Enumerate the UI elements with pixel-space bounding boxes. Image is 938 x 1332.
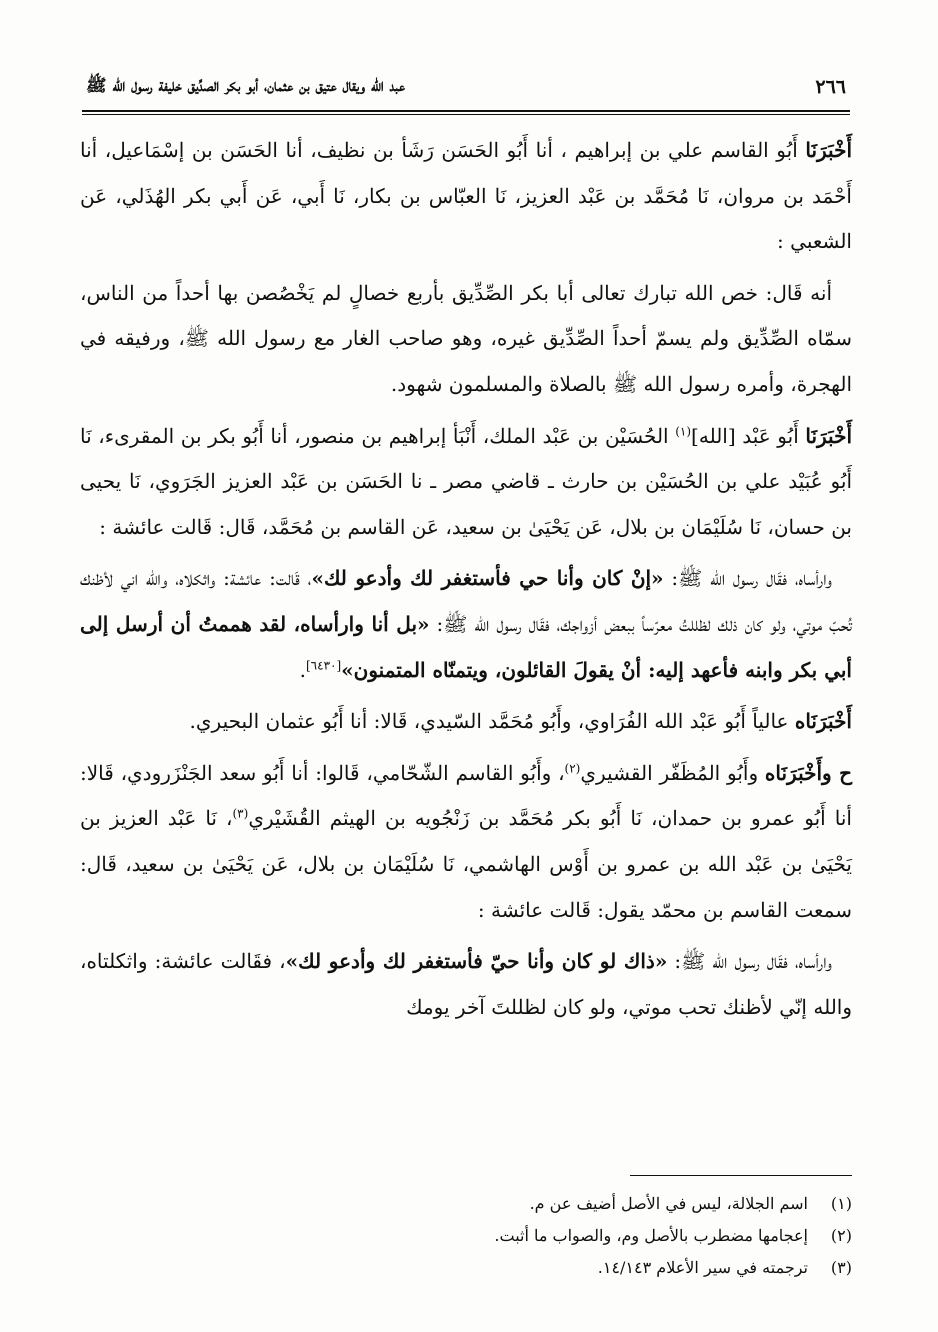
paragraph-5 (80, 699, 852, 745)
paragraph-text: وارأساه، فقَال رسول الله ﷺ: (667, 949, 832, 974)
page-body (80, 128, 852, 1036)
footnote-ref[interactable]: (٣) (232, 806, 249, 821)
paragraph-4 (80, 556, 852, 693)
footnote-text: اسم الجلالة، ليس في الأصل أضيف عن م. (529, 1194, 808, 1213)
hadith-quote: «ذاك لو كان وأنا حيّ فأستغفر لك وأدعو لك» (285, 949, 668, 974)
paragraph-3 (80, 414, 852, 551)
footnote-ref[interactable]: (١) (675, 423, 692, 438)
hadith-quote: «إنْ كان وأنا حي فأستغفر لك وأدعو لك» (311, 566, 664, 591)
paragraph-text: أنه قَال: خص الله تبارك تعالى أبا بكر الصِّدِّيق بأربع خصالٍ لم يَخْصُصن بها أحداً من الناس، سمّاه الصِّدِّيق ولم يسمّ أحداً الصِّدِّيق غيره، وهو صاحب الغار مع رسول الله ﷺ، ورفيقه في الهجرة، وأمره رسول الله ﷺ بالصلاة والمسلمون شهود. (80, 280, 853, 396)
paragraph-text: الحُسَيْن بن عَبْد الملك، أَنْبَأ إبراهيم بن منصور، أنا أَبُو بكر بن المقرىء، نَا أَبُو عُبَيْد علي بن الحُسَيْن بن حارث ـ قاضي مصر ـ نا الحَسَن بن عَبْد العزيز الجَرَوي، نَا يحيى بن حسان، نَا سُلَيْمَان بن بلال، عَن يَحْيَىٰ بن سعيد، عَن القاسم بن مُحَمَّد، قَال: قَالت عائشة : (80, 423, 852, 539)
footnote-item (80, 1220, 852, 1252)
header-rule (82, 110, 850, 115)
footnote-number: (١) (830, 1194, 852, 1213)
paragraph-text: أَبُو القاسم علي بن إبراهيم ، أنا أَبُو الحَسَن رَشَأ بن نظيف، أنا الحَسَن بن إسْمَاعيل، أنا أَحْمَد بن مروان، نَا مُحَمَّد بن عَبْد العزيز، نَا العبّاس بن بكار، نَا أَبي، عَن أَبي بكر الهُذَلي، عَن الشعبي : (80, 138, 852, 254)
paragraph-lead: وأَخْبَرَنَاه (764, 760, 832, 785)
footnote-text: ترجمته في سير الأعلام ١٤/١٤٣. (597, 1258, 808, 1277)
page-header (86, 70, 846, 104)
hadith-number: [٦٤٣٠] (305, 657, 342, 672)
paragraph-text: . (299, 657, 306, 682)
paragraph-lead: أَخْبَرَنَا (805, 423, 853, 448)
paragraph-2 (80, 271, 852, 408)
paragraph-text: وارأساه، فقَال رسول الله ﷺ: (663, 566, 832, 591)
footnote-item (80, 1188, 852, 1220)
hadith-quote: «بل أنا وارأساه، لقد هممتُ أن أرسل إلى أبي بكر وابنه فأعهد إليه: أنْ يقولَ القائلون، ويتمنّاه المتمنون» (80, 611, 852, 682)
footnote-ref[interactable]: (٢) (564, 761, 581, 776)
paragraph-7 (80, 939, 852, 1030)
paragraph-prefix: ح (831, 760, 852, 785)
running-title: عبد الله ويقال عتيق بن عثمان، أبو بكر الصدِّيق خليفة رسول الله ﷺ (86, 75, 405, 96)
footnote-number: (٢) (830, 1226, 852, 1245)
paragraph-lead: أَخْبَرَنَاه (794, 709, 852, 734)
paragraph-text: أَبُو عَبْد [الله] (691, 423, 806, 448)
footnote-item (80, 1252, 852, 1284)
page-number: ٢٦٦ (815, 76, 846, 98)
footnotes (80, 1188, 852, 1284)
footnote-text: إعجامها مضطرب بالأصل وم، والصواب ما أثبت. (494, 1226, 808, 1245)
paragraph-lead: أَخْبَرَنَا (805, 138, 852, 162)
paragraph-text: عالياً أَبُو عَبْد الله الفُرَاوي، وأَبُو مُحَمَّد السّيدي، قَالا: أنا أَبُو عثمان البحيري. (189, 709, 795, 734)
footnote-rule (630, 1175, 852, 1176)
footnote-number: (٣) (830, 1258, 852, 1277)
paragraph-1 (80, 128, 852, 265)
paragraph-6 (80, 751, 852, 933)
paragraph-text: ، فقَالت عائشة: واثكلتاه، والله إنّي لأظنك تحب موتي، ولو كان لظللتَ آخر يومك (80, 949, 852, 1019)
paragraph-text: ، وأَبُو القاسم الشّحّامي، قَالوا: أنا أَبُو سعد الجَنْزَرودي، قَالا: أنا أَبُو عمرو بن حمدان، نَا أَبُو بكر مُحَمَّد بن زَنْجُويه بن الهيثم القُشَيْري (80, 760, 852, 831)
paragraph-text: وأَبُو المُظَفّر القشيري (580, 760, 765, 785)
paragraph-text: ، قَالت: عائشة: واثكلاه، والله اني لأظنك تُحبّ موتي، ولو كان ذلك لظللتُ معرّساً ببعض أزواجك، فقَال رسول الله ﷺ: (80, 566, 852, 636)
paragraph-text: ، نَا عَبْد العزيز بن يَحْيَىٰ بن عَبْد الله بن عمرو بن أَوْس الهاشمي، نَا سُلَيْمَان بن بلال، عَن يَحْيَىٰ بن سعيد، قَال: سمعت القاسم بن محمّد يقول: قَالت عائشة : (80, 806, 852, 922)
